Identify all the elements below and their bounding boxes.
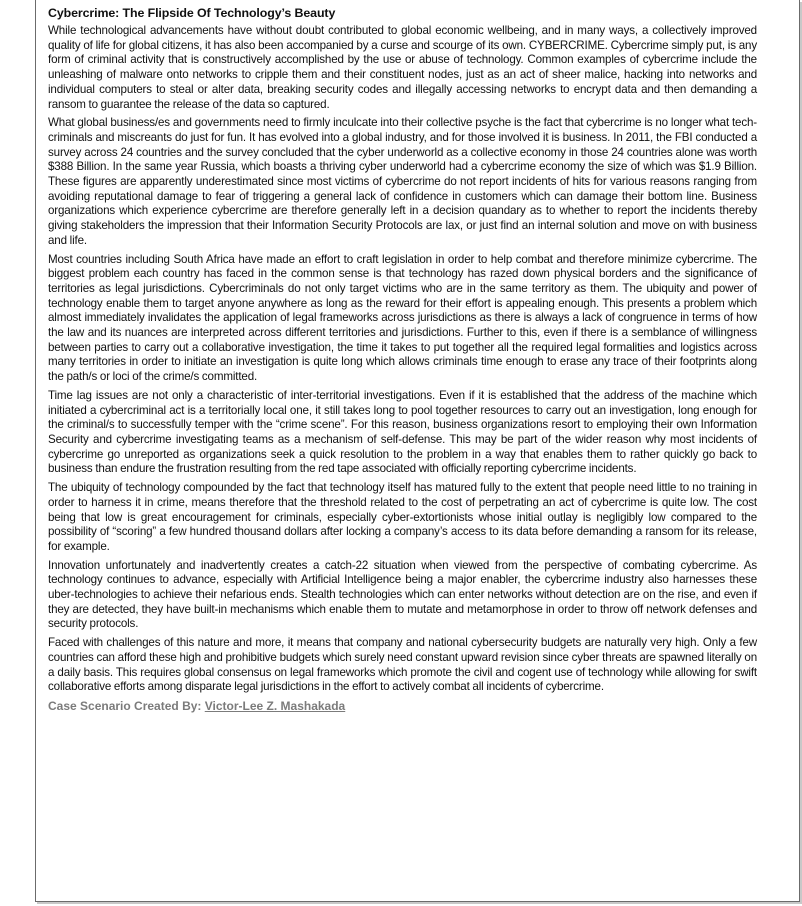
paragraph-5: The ubiquity of technology compounded by the fact that technology itself has matured fully to the extent that people need little to no training in order to harness it in crime, means therefore that the threshold related to the cost of perpetrating an act of cybercrime is quite low. The cost being that low is great encouragement for criminals, especially cyber-extortionists whose initial outlay is negligibly low compared to the possibility of “scoring” a few hundred thousand dollars after locking a company’s access to its data before demanding a ransom for its release, for example. — [48, 481, 757, 553]
credit-label: Case Scenario Created By: — [48, 698, 205, 713]
paragraph-7: Faced with challenges of this nature and more, it means that company and national cybersecurity budgets are naturally very high. Only a few countries can afford these high and prohibitive budgets which surely need constant upward revision since cyber threats are spawned literally on a daily basis. This requires global consensus on legal frameworks which promote the civil and cogent use of technology while allowing for swift collaborative efforts among disparate legal jurisdictions in the effort to actively combat all incidents of cybercrime. — [48, 636, 757, 694]
paragraph-6: Innovation unfortunately and inadvertently creates a catch-22 situation when viewed from the perspective of combating cybercrime. As technology continues to advance, especially with Artificial Intelligence being a major enabler, the cybercrime industry also harnesses these uber-technologies to achieve their nefarious ends. Stealth technologies which can enter networks without detection are on the rise, and even if they are detected, they have built-in mechanisms which enable them to mutate and metamorphose in order to throw off network defenses and security protocols. — [48, 558, 757, 631]
paragraph-4: Time lag issues are not only a characteristic of inter-territorial investigations. Even if it is established that the address of the machine which initiated a cybercriminal act is a territorially local one, it still takes long to pool together resources to carry out an investigation, long enough for the criminal/s to successfully temper with the “crime scene”. For this reason, business organizations resort to employing their own Information Security and cybercrime investigating teams as a mechanism of self-defense. This may be part of the wider reason why most incidents of cybercrime go unreported as organizations seek a quick resolution to the problem in a way that enables them to rather quickly go back to business than endure the frustration resulting from the red tape associated with officially reporting cybercrime incidents. — [48, 388, 757, 476]
case-scenario-credit — [48, 699, 757, 714]
article — [48, 6, 757, 714]
article-title: Cybercrime: The Flipside Of Technology’s Beauty — [48, 6, 336, 20]
credit-author-link[interactable]: Victor-Lee Z. Mashakada — [204, 698, 346, 713]
paragraph-3: Most countries including South Africa have made an effort to craft legislation in order to help combat and therefore minimize cybercrime. The biggest problem each country has faced in the common sense is that technology has razed down physical borders and the significance of territories as legal jurisdictions. Cybercriminals do not only target victims who are in the same territory as them. The ubiquity and power of technology enable them to target anyone anywhere as long as the reward for their effort is appealing enough. This presents a problem which almost immediately invalidates the application of legal frameworks across jurisdictions as there is always a lack of congruence in terms of how the law and its nuances are interpreted across different territories and jurisdictions. Further to this, even if there is a semblance of willingness between parties to carry out a collaborative investigation, the time it takes to put together all the required legal formalities and logistics across many territories in order to initiate an investigation is quite long which allows criminals time enough to erase any trace of their footprints along the path/s or loci of the crime/s committed. — [48, 252, 757, 384]
paragraph-2: What global business/es and governments need to firmly inculcate into their collective psyche is the fact that cybercrime is no longer what tech-criminals and miscreants do just for fun. It has evolved into a global industry, and for those involved it is business. In 2011, the FBI conducted a survey across 24 countries and the survey concluded that the cyber underworld as a collective economy in those 24 countries alone was worth $388 Billion. In the same year Russia, which boasts a thriving cyber underworld had a cybercrime economy the size of which was $1.9 Billion. These figures are apparently underestimated since most victims of cybercrime do not report incidents of hits for various reasons ranging from avoiding reputational damage to fear of triggering a general lack of confidence in customers which can damage their bottom line. Business organizations which experience cybercrime are therefore generally left in a decision quandary as to whether to report the incidents thereby giving stakeholders the impression that their Information Security Protocols are lax, or just find an internal solution and move on with business and life. — [48, 116, 757, 247]
paragraph-1: While technological advancements have without doubt contributed to global economic wellbeing, and in many ways, a collectively improved quality of life for global citizens, it has also been accompanied by a curse and scourge of its own. CYBERCRIME. Cybercrime simply put, is any form of criminal activity that is constructively accomplished by the use or abuse of technology. Common examples of cybercrime include the unleashing of malware onto networks to cripple them and their constituent nodes, just as an act of sheer malice, hacking into networks and individual computers to steal or alter data, breaking security codes and illegally accessing networks to encrypt data and then demanding a ransom to guarantee the release of the data so captured. — [48, 24, 757, 111]
